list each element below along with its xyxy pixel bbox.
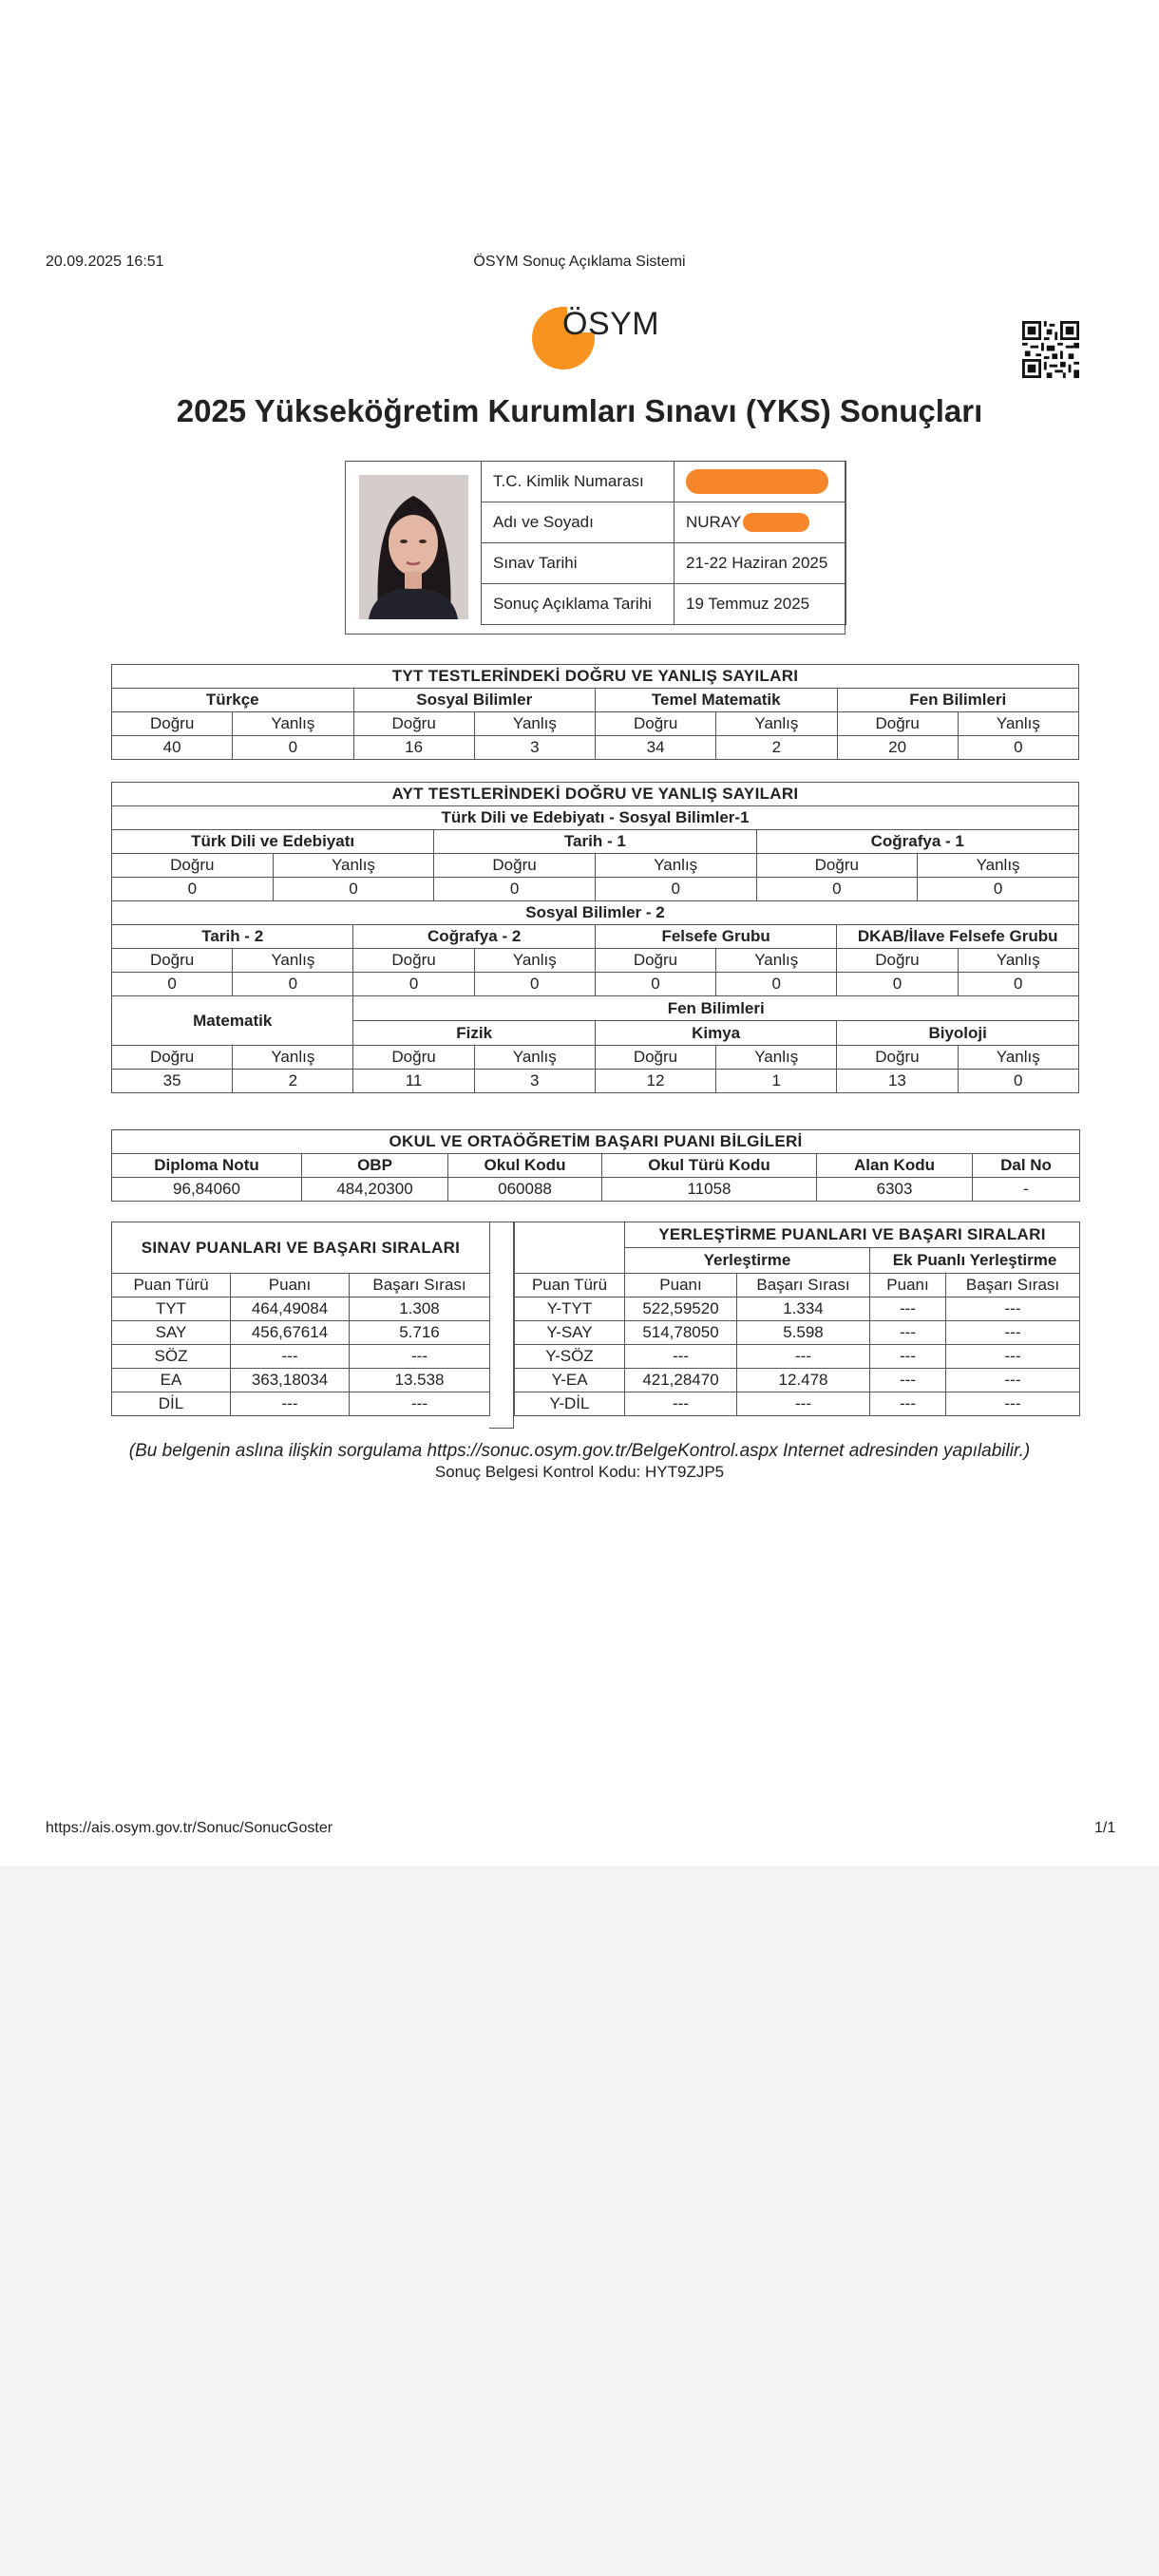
subject-name: Tarih - 2: [112, 925, 353, 949]
yanlis-value: 0: [716, 973, 837, 996]
school-header: OBP: [302, 1154, 448, 1178]
result-date-row: [482, 584, 846, 625]
candidate-photo: [359, 475, 468, 619]
extra-rank: ---: [946, 1369, 1080, 1392]
yanlis-header: Yanlış: [958, 1046, 1078, 1070]
tyt-title: TYT TESTLERİNDEKİ DOĞRU VE YANLIŞ SAYILARI: [112, 665, 1079, 689]
scores-header: Puanı: [231, 1274, 350, 1297]
dogru-header: Doğru: [353, 949, 474, 973]
placement-type: Y-SAY: [515, 1321, 625, 1345]
dogru-value: 0: [837, 973, 958, 996]
school-value: 96,84060: [112, 1178, 302, 1202]
yanlis-value: 2: [233, 1070, 353, 1093]
placement-table: [514, 1222, 1080, 1416]
subject-name: Coğrafya - 2: [353, 925, 595, 949]
subject-name: Kimya: [595, 1021, 836, 1046]
verification-note: (Bu belgenin aslına ilişkin sorgulama https://sonuc.osym.gov.tr/BelgeKontrol.aspx Internet adresinden yapılabilir.): [128, 1441, 1031, 1461]
yanlis-value: 2: [716, 736, 837, 760]
yanlis-header: Yanlış: [716, 712, 837, 736]
score-type: EA: [112, 1369, 231, 1392]
yanlis-value: 0: [958, 736, 1078, 760]
placement-value: 522,59520: [625, 1297, 737, 1321]
dogru-value: 0: [756, 878, 918, 901]
placement-row: [515, 1297, 1080, 1321]
dogru-header: Doğru: [595, 949, 715, 973]
ayt-title: AYT TESTLERİNDEKİ DOĞRU VE YANLIŞ SAYILARI: [112, 783, 1079, 806]
yanlis-value: 0: [958, 973, 1078, 996]
placement-type: Y-TYT: [515, 1297, 625, 1321]
tc-value: [674, 462, 846, 502]
identity-table: [481, 461, 846, 625]
exam-date-value: 21-22 Haziran 2025: [674, 543, 846, 584]
dogru-header: Doğru: [837, 949, 958, 973]
school-value: 060088: [448, 1178, 602, 1202]
subject-name: Biyoloji: [837, 1021, 1079, 1046]
dogru-header: Doğru: [434, 854, 596, 878]
dogru-header: Doğru: [837, 1046, 958, 1070]
scores-title: SINAV PUANLARI VE BAŞARI SIRALARI: [112, 1222, 490, 1274]
placement-row: [515, 1392, 1080, 1416]
placement-row: [515, 1369, 1080, 1392]
yanlis-header: Yanlış: [474, 1046, 595, 1070]
placement-header: Başarı Sırası: [737, 1274, 870, 1297]
dogru-header: Doğru: [353, 712, 474, 736]
yanlis-value: 0: [273, 878, 434, 901]
score-value: 363,18034: [231, 1369, 350, 1392]
yanlis-value: 0: [958, 1070, 1078, 1093]
score-rank: 5.716: [350, 1321, 490, 1345]
placement-type: Y-EA: [515, 1369, 625, 1392]
name-value: NURAY: [686, 512, 742, 531]
yanlis-value: 3: [474, 736, 595, 760]
extra-rank: ---: [946, 1345, 1080, 1369]
yanlis-header: Yanlış: [716, 1046, 837, 1070]
score-rank: 13.538: [350, 1369, 490, 1392]
result-date-value: 19 Temmuz 2025: [674, 584, 846, 625]
placement-value: ---: [625, 1392, 737, 1416]
score-row: [112, 1321, 490, 1345]
page-number: 1/1: [1094, 1820, 1116, 1836]
placement-row: [515, 1345, 1080, 1369]
score-row: [112, 1392, 490, 1416]
score-value: 456,67614: [231, 1321, 350, 1345]
yanlis-header: Yanlış: [958, 949, 1078, 973]
placement-value: 421,28470: [625, 1369, 737, 1392]
extra-rank: ---: [946, 1392, 1080, 1416]
yanlis-value: 0: [918, 878, 1079, 901]
dogru-value: 40: [112, 736, 233, 760]
table-spacer: [489, 1222, 514, 1429]
page-url: https://ais.osym.gov.tr/Sonuc/SonucGoster: [46, 1820, 333, 1836]
score-value: ---: [231, 1345, 350, 1369]
school-value: 6303: [817, 1178, 973, 1202]
dogru-value: 0: [112, 878, 274, 901]
dogru-header: Doğru: [595, 1046, 715, 1070]
placement-corner: [515, 1222, 625, 1274]
placement-header: Puan Türü: [515, 1274, 625, 1297]
result-date-label: Sonuç Açıklama Tarihi: [482, 584, 674, 625]
score-value: ---: [231, 1392, 350, 1416]
school-value: -: [973, 1178, 1080, 1202]
extra-value: ---: [870, 1369, 946, 1392]
extra-value: ---: [870, 1345, 946, 1369]
school-header: Dal No: [973, 1154, 1080, 1178]
dogru-value: 34: [596, 736, 716, 760]
print-datetime: 20.09.2025 16:51: [46, 254, 164, 270]
placement-group: Yerleştirme: [625, 1248, 870, 1274]
school-header: Okul Kodu: [448, 1154, 602, 1178]
name-label: Adı ve Soyadı: [482, 502, 674, 543]
placement-value: ---: [625, 1345, 737, 1369]
scores-header: Başarı Sırası: [350, 1274, 490, 1297]
yanlis-header: Yanlış: [474, 712, 595, 736]
placement-header: Puanı: [625, 1274, 737, 1297]
subject-name: Felsefe Grubu: [595, 925, 836, 949]
subject-name: Fen Bilimleri: [837, 689, 1079, 712]
dogru-header: Doğru: [112, 1046, 233, 1070]
placement-group: Ek Puanlı Yerleştirme: [870, 1248, 1080, 1274]
dogru-value: 0: [353, 973, 474, 996]
score-type: DİL: [112, 1392, 231, 1416]
redaction-mark: [686, 469, 828, 494]
score-rank: ---: [350, 1392, 490, 1416]
yanlis-value: 0: [233, 973, 353, 996]
score-row: [112, 1345, 490, 1369]
subject-name: Tarih - 1: [434, 830, 756, 854]
placement-type: Y-DİL: [515, 1392, 625, 1416]
placement-header: Puanı: [870, 1274, 946, 1297]
dogru-value: 11: [353, 1070, 474, 1093]
score-row: [112, 1297, 490, 1321]
control-code: Sonuç Belgesi Kontrol Kodu: HYT9ZJP5: [434, 1463, 725, 1481]
math-subject-name: Matematik: [112, 996, 353, 1046]
school-header: Alan Kodu: [817, 1154, 973, 1178]
extra-rank: ---: [946, 1321, 1080, 1345]
score-type: SÖZ: [112, 1345, 231, 1369]
tc-label: T.C. Kimlik Numarası: [482, 462, 674, 502]
subject-name: Coğrafya - 1: [756, 830, 1079, 854]
name-row: [482, 502, 846, 543]
dogru-value: 0: [434, 878, 596, 901]
yanlis-value: 0: [474, 973, 595, 996]
yanlis-header: Yanlış: [474, 949, 595, 973]
school-table: [111, 1129, 1080, 1202]
ayt-group2-title: Sosyal Bilimler - 2: [112, 901, 1079, 925]
dogru-value: 20: [837, 736, 958, 760]
yanlis-header: Yanlış: [273, 854, 434, 878]
ayt-table: [111, 782, 1079, 1093]
school-value: 11058: [602, 1178, 817, 1202]
placement-value: 514,78050: [625, 1321, 737, 1345]
score-value: 464,49084: [231, 1297, 350, 1321]
dogru-header: Doğru: [756, 854, 918, 878]
placement-rank: 1.334: [737, 1297, 870, 1321]
qr-code-icon: [1022, 321, 1079, 378]
exam-date-row: [482, 543, 846, 584]
exam-date-label: Sınav Tarihi: [482, 543, 674, 584]
dogru-value: 0: [112, 973, 233, 996]
ayt-group1-title: Türk Dili ve Edebiyatı - Sosyal Bilimler-1: [112, 806, 1079, 830]
dogru-value: 16: [353, 736, 474, 760]
scores-header: Puan Türü: [112, 1274, 231, 1297]
placement-rank: 5.598: [737, 1321, 870, 1345]
yanlis-value: 0: [595, 878, 756, 901]
yanlis-header: Yanlış: [958, 712, 1078, 736]
dogru-header: Doğru: [112, 854, 274, 878]
extra-value: ---: [870, 1321, 946, 1345]
extra-value: ---: [870, 1392, 946, 1416]
dogru-header: Doğru: [837, 712, 958, 736]
tyt-table: [111, 664, 1079, 760]
yanlis-value: 1: [716, 1070, 837, 1093]
yanlis-header: Yanlış: [233, 949, 353, 973]
placement-rank: 12.478: [737, 1369, 870, 1392]
extra-rank: ---: [946, 1297, 1080, 1321]
osym-logo-text: ÖSYM: [562, 306, 660, 342]
school-value: 484,20300: [302, 1178, 448, 1202]
school-title: OKUL VE ORTAÖĞRETİM BAŞARI PUANI BİLGİLERİ: [112, 1130, 1080, 1154]
yanlis-header: Yanlış: [233, 712, 353, 736]
yanlis-header: Yanlış: [595, 854, 756, 878]
yanlis-header: Yanlış: [716, 949, 837, 973]
dogru-header: Doğru: [112, 949, 233, 973]
system-name: ÖSYM Sonuç Açıklama Sistemi: [473, 254, 686, 270]
yanlis-value: 0: [233, 736, 353, 760]
subject-name: Fizik: [353, 1021, 595, 1046]
subject-name: Sosyal Bilimler: [353, 689, 596, 712]
score-rank: ---: [350, 1345, 490, 1369]
fen-title: Fen Bilimleri: [353, 996, 1079, 1021]
subject-name: Türk Dili ve Edebiyatı: [112, 830, 434, 854]
placement-rank: ---: [737, 1392, 870, 1416]
tc-row: [482, 462, 846, 502]
dogru-header: Doğru: [353, 1046, 474, 1070]
dogru-header: Doğru: [112, 712, 233, 736]
school-header: Okul Türü Kodu: [602, 1154, 817, 1178]
dogru-value: 0: [595, 973, 715, 996]
scores-table: [111, 1222, 490, 1416]
dogru-value: 35: [112, 1070, 233, 1093]
redaction-mark: [743, 513, 809, 532]
yanlis-header: Yanlış: [233, 1046, 353, 1070]
dogru-value: 13: [837, 1070, 958, 1093]
extra-value: ---: [870, 1297, 946, 1321]
yanlis-value: 3: [474, 1070, 595, 1093]
placement-rank: ---: [737, 1345, 870, 1369]
placement-title: YERLEŞTİRME PUANLARI VE BAŞARI SIRALARI: [625, 1222, 1080, 1248]
subject-name: Türkçe: [112, 689, 354, 712]
score-type: SAY: [112, 1321, 231, 1345]
dogru-header: Doğru: [596, 712, 716, 736]
placement-type: Y-SÖZ: [515, 1345, 625, 1369]
subject-name: Temel Matematik: [596, 689, 838, 712]
score-type: TYT: [112, 1297, 231, 1321]
placement-header: Başarı Sırası: [946, 1274, 1080, 1297]
subject-name: DKAB/İlave Felsefe Grubu: [837, 925, 1079, 949]
score-row: [112, 1369, 490, 1392]
school-header: Diploma Notu: [112, 1154, 302, 1178]
score-rank: 1.308: [350, 1297, 490, 1321]
page-title: 2025 Yükseköğretim Kurumları Sınavı (YKS) Sonuçları: [176, 393, 983, 428]
dogru-value: 12: [595, 1070, 715, 1093]
yanlis-header: Yanlış: [918, 854, 1079, 878]
placement-row: [515, 1321, 1080, 1345]
name-cell: [674, 502, 846, 543]
